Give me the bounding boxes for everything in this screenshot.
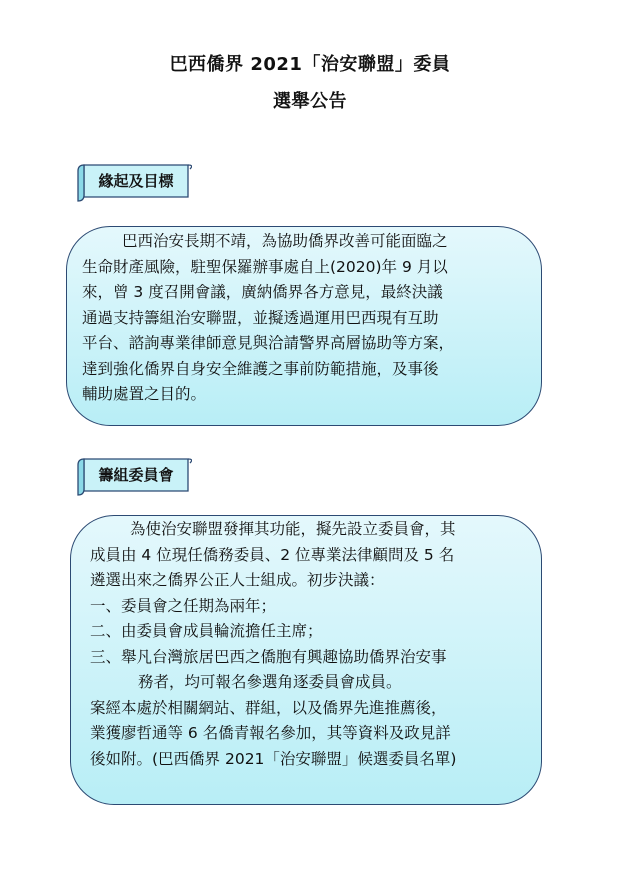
text-line: 務者，均可報名參選角逐委員會成員。 (138, 673, 402, 691)
section-paragraph (90, 517, 456, 772)
text-line: 輔助處置之目的。 (82, 385, 207, 403)
text-line: 遴選出來之僑界公正人士組成。初步決議： (90, 571, 385, 589)
list-item: 一、委員會之任期為兩年； (90, 596, 277, 615)
title-line-1: 巴西僑界 2021「治安聯盟」委員 (169, 54, 451, 75)
text-line: 案經本處於相關網站、群組，以及僑界先進推薦後， (90, 698, 447, 717)
section-heading: 籌組委員會 (98, 466, 174, 484)
text-line: 後如附。(巴西僑界 2021「治安聯盟」候選委員名單) (90, 749, 457, 768)
text-line: 平台、諮詢專業律師意見與洽請警界高層協助等方案， (82, 334, 455, 352)
list-item: 二、由委員會成員輪流擔任主席； (90, 622, 323, 640)
title-line-2: 選舉公告 (273, 91, 347, 112)
section-heading-banner (76, 457, 192, 497)
text-line: 業獲廖哲通等 6 名僑青報名參加，其等資料及政見詳 (90, 724, 451, 742)
list-item: 三、舉凡台灣旅居巴西之僑胞有興趣協助僑界治安事 (90, 647, 447, 666)
text-line: 來，曾 3 度召開會議，廣納僑界各方意見，最終決議 (82, 283, 443, 301)
text-line: 達到強化僑界自身安全維護之事前防範措施，及事後 (82, 359, 439, 378)
text-line: 巴西治安長期不靖，為協助僑界改善可能面臨之 (122, 232, 448, 250)
section-paragraph (82, 229, 454, 408)
section-heading: 緣起及目標 (98, 172, 174, 190)
text-line: 成員由 4 位現任僑務委員、2 位專業法律顧問及 5 名 (90, 545, 455, 564)
text-line: 通過支持籌組治安聯盟，並擬透過運用巴西現有互助 (82, 308, 439, 327)
section-heading-banner (76, 163, 192, 203)
text-line: 為使治安聯盟發揮其功能，擬先設立委員會，其 (130, 520, 456, 538)
text-line: 生命財產風險，駐聖保羅辦事處自上(2020)年 9 月以 (82, 257, 448, 276)
